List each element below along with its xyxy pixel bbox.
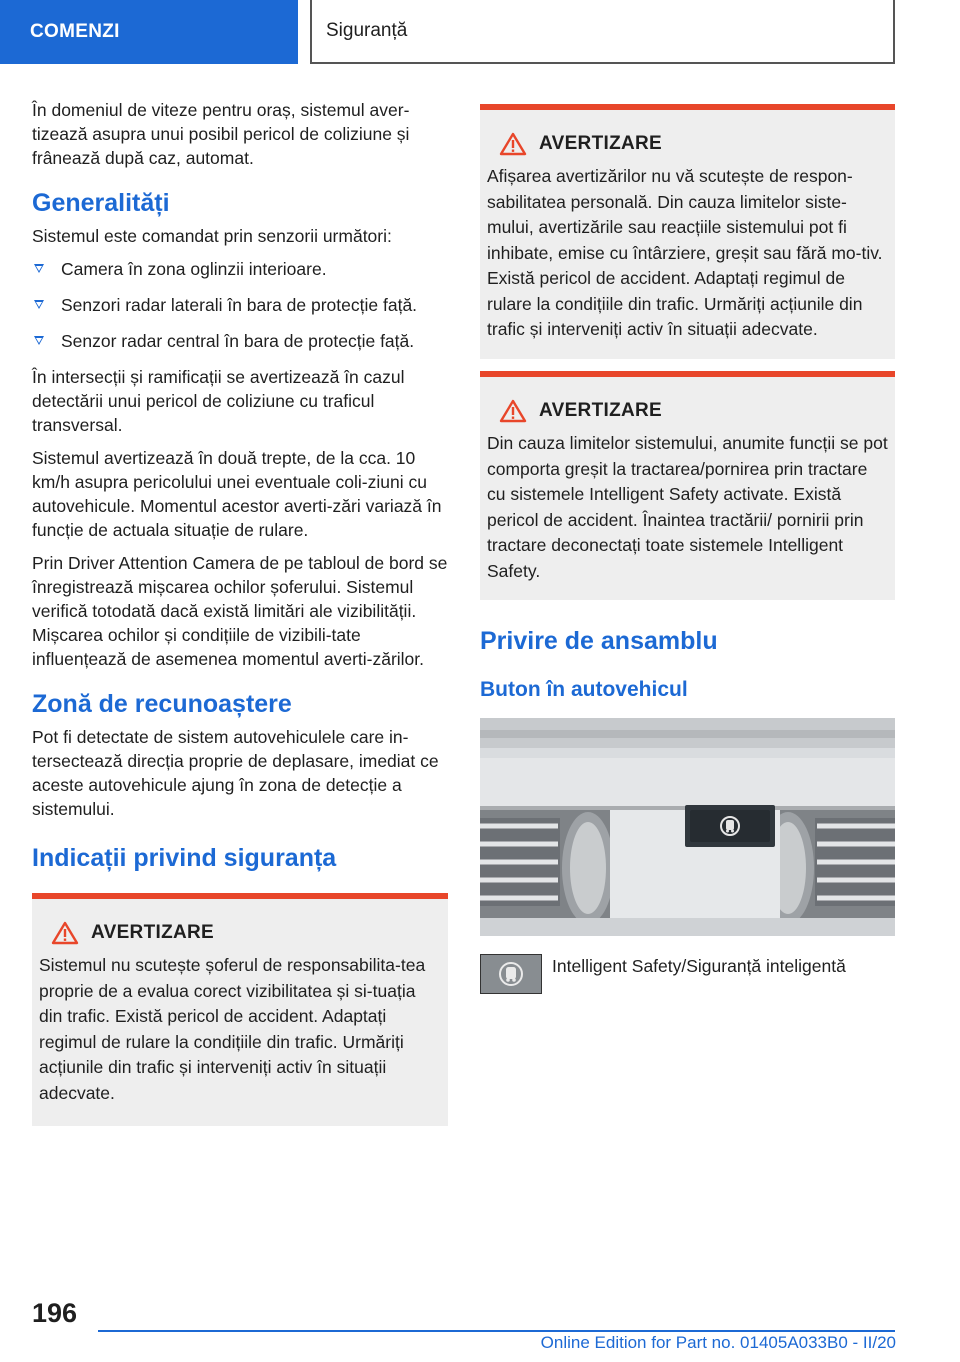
section-title: Siguranță [326,20,408,41]
dashboard-photo-illustration [480,718,895,936]
left-column [32,98,448,1126]
intelligent-safety-button[interactable] [480,954,542,994]
dashboard-button-photo [480,718,895,936]
chapter-title: COMENZI [30,21,120,42]
general-paragraph-3: Prin Driver Attention Camera de pe tabloul de bord se înregistrează mișcarea ochilor șoferului. Sistemul verifică totodată dacă există limitări ale vizibilității. Mișcarea ochilor și condițiile de vizibili-tate influențează de asemenea momentul averti-zărilor. [32,553,448,669]
triangle-bullet-icon [34,264,44,273]
heading-overview: Privire de ansamblu [480,627,718,655]
general-lead: Sistemul este comandat prin senzorii următori: [32,226,392,246]
heading-button: Buton în autovehicul [480,678,688,701]
section-header [310,0,895,64]
warning-triangle-icon [499,132,527,156]
warning-title: AVERTIZARE [539,400,662,421]
heading-zone: Zonă de recunoaștere [32,690,292,718]
heading-general: Generalități [32,189,170,217]
chapter-tab[interactable] [0,0,298,64]
warning-triangle-icon [499,399,527,423]
sensor-list [32,257,448,353]
warning-text: Din cauza limitelor sistemului, anumite funcții se pot comporta greșit la tractarea/pornirea prin tractare cu sistemele Intelligent Safety activate. Există pericol de accident. Înaintea tractării/ pornirii prin tractare deconectați toate sistemele Intelligent Safety. [487,433,888,581]
list-item: Senzor radar central în bara de protecție față. [32,329,448,353]
general-paragraph-2: Sistemul avertizează în două trepte, de la cca. 10 km/h asupra pericolului unei eventuale coli-ziuni cu autovehicule. Momentul acestor averti-zări variază în funcție de actuala situație de rulare. [32,448,442,540]
right-column [480,104,895,994]
general-paragraph-1: În intersecții și ramificații se avertizează în cazul detectării unui pericol de coliziune cu traficul transversal. [32,367,405,435]
triangle-bullet-icon [34,336,44,345]
warning-title: AVERTIZARE [539,133,662,154]
warning-box-safety [32,893,448,1126]
warning-text: Afișarea avertizărilor nu vă scutește de respon-sabilitatea personală. Din cauza limitelor siste-mului, avertizările sau reacțiile sistemului pot fi inhibate, emise cu întârziere, greșit sau fără mo-tiv. Există pericol de accident. Adaptați regimul de rulare la condițiile din trafic. Urmăriți acțiunile din trafic și interveniți activ în situații adecvate. [487,166,883,339]
button-caption: Intelligent Safety/Siguranță inteligentă [552,956,846,976]
intelligent-safety-icon [496,959,526,989]
footer-edition: Online Edition for Part no. 01405A033B0 - II/20 [540,1333,896,1352]
warning-header [499,399,888,423]
warning-box-2 [480,371,895,600]
warning-box-1 [480,104,895,359]
warning-text: Sistemul nu scutește șoferul de responsabilita-tea proprie de a evalua corect vizibilitatea și si-tuația din trafic. Există pericol de accident. Adaptați regimul de rulare la condițiile din trafic. Urmăriți acțiunile din trafic și interveniți activ în situații adecvate. [39,955,426,1103]
footer-divider [98,1330,895,1332]
list-item: Camera în zona oglinzii interioare. [32,257,448,281]
button-caption-row [480,954,895,994]
warning-triangle-icon [51,921,79,945]
intro-paragraph: În domeniul de viteze pentru oraș, sistemul aver-tizează asupra unui posibil pericol de coliziune și frânează după caz, automat. [32,100,410,168]
warning-title: AVERTIZARE [91,922,214,943]
heading-safety: Indicații privind siguranța [32,844,337,872]
warning-header [499,132,888,156]
triangle-bullet-icon [34,300,44,309]
list-item: Senzori radar laterali în bara de protecție față. [32,293,448,317]
warning-header [51,921,441,945]
page-number: 196 [32,1298,78,1328]
zone-paragraph: Pot fi detectate de sistem autovehiculele care in-tersectează direcția proprie de deplasare, imediat ce aceste autovehicule ajung în zona de detecție a sistemului. [32,727,439,819]
